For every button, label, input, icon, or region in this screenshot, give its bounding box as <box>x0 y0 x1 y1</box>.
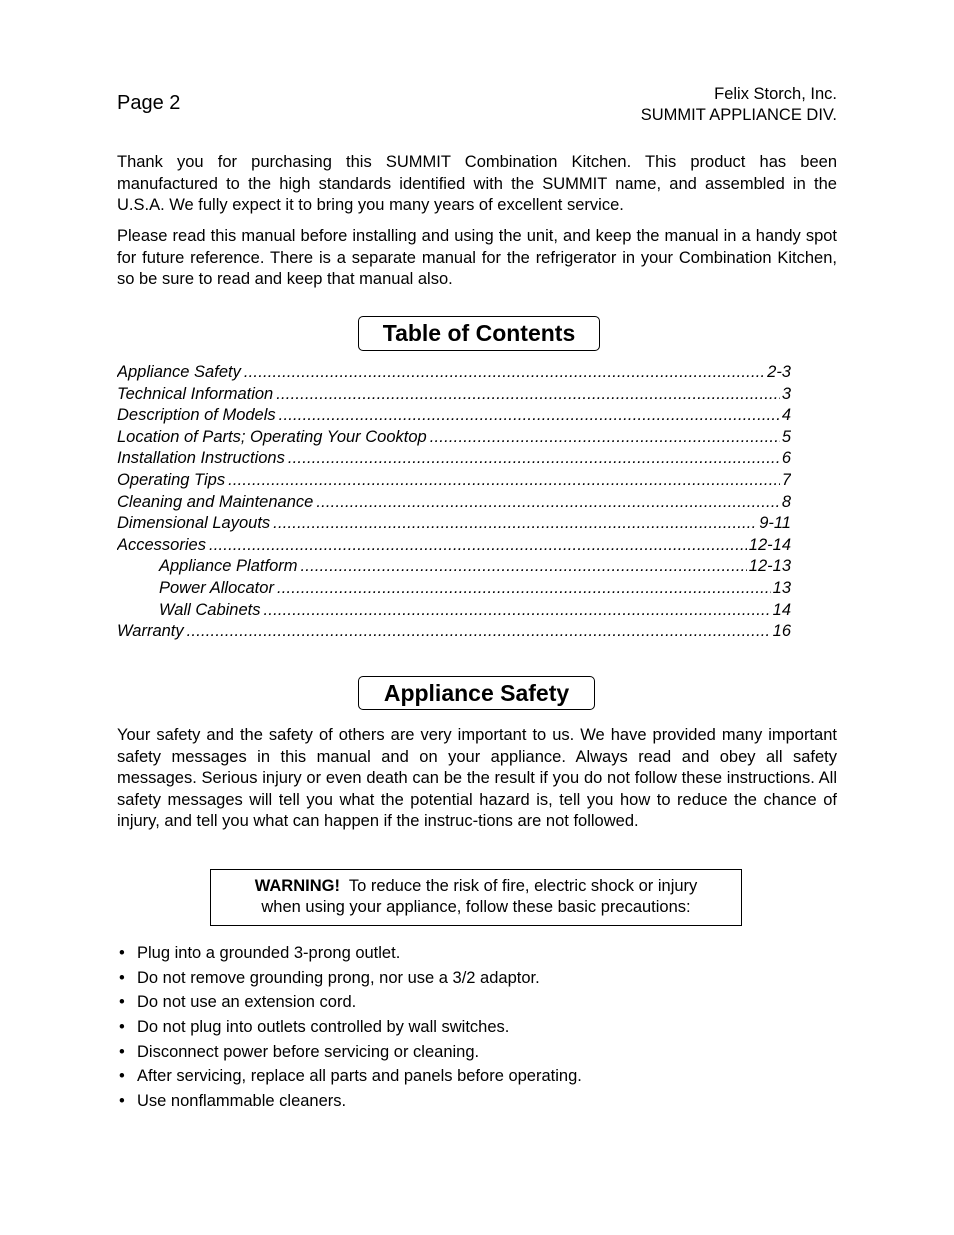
precautions-list <box>117 941 582 1114</box>
toc-entry[interactable]: Installation Instructions ..... 6 <box>117 448 791 470</box>
toc-entry[interactable]: Technical Information ..... 3 <box>117 384 791 406</box>
toc-entry[interactable]: Warranty ..... 16 <box>117 621 791 643</box>
warning-label: WARNING! <box>254 877 340 895</box>
list-item: • After servicing, replace all parts and panels before operating. <box>117 1064 582 1089</box>
list-item: • Do not use an extension cord. <box>117 990 582 1015</box>
safety-paragraph: Your safety and the safety of others are very important to us. We have provided many important safety messages in this manual and on your appliance. Always read and obey all safety messages. Serious injury or even death can be the result if you do not follow these instructions. All safety messages will tell you what the potential hazard is, tell you how to reduce the chance of injury, and tell you what can happen if the instruc-tions are not followed. <box>117 726 837 830</box>
page-number: Page 2 <box>117 92 181 114</box>
list-item: • Do not remove grounding prong, nor use a 3/2 adaptor. <box>117 966 582 991</box>
toc-entry[interactable]: Location of Parts; Operating Your Cooktop ..... 5 <box>117 427 791 449</box>
company-name: Felix Storch, Inc. <box>714 85 837 103</box>
toc-subentry[interactable]: Wall Cabinets ..... 14 <box>117 600 791 622</box>
list-item: • Do not plug into outlets controlled by wall switches. <box>117 1015 582 1040</box>
intro-paragraph-1: Thank you for purchasing this SUMMIT Combination Kitchen. This product has been manufactured to the high standards identified with the SUMMIT name, and assembled in the U.S.A. We fully expect it to bring you many years of excellent service. <box>117 153 837 214</box>
warning-line-1: WARNING! To reduce the risk of fire, electric shock or injury <box>254 877 698 895</box>
warning-line-2: when using your appliance, follow these basic precautions: <box>261 898 691 916</box>
toc-entry[interactable]: Operating Tips ..... 7 <box>117 470 791 492</box>
toc-subentry[interactable]: Appliance Platform ..... 12-13 <box>117 556 791 578</box>
intro-paragraph-2: Please read this manual before installing and using the unit, and keep the manual in a handy spot for future reference. There is a separate manual for the refrigerator in your Combination Kitchen, so be sure to read and keep that manual also. <box>117 227 837 288</box>
company-division: SUMMIT APPLIANCE DIV. <box>640 106 837 124</box>
safety-heading: Appliance Safety <box>358 676 595 710</box>
list-item: • Use nonflammable cleaners. <box>117 1089 582 1114</box>
toc-entry[interactable]: Appliance Safety ..... 2-3 <box>117 362 791 384</box>
table-of-contents <box>117 362 791 643</box>
toc-entry[interactable]: Accessories ..... 12-14 <box>117 535 791 557</box>
toc-entry[interactable]: Dimensional Layouts ..... 9-11 <box>117 513 791 535</box>
toc-entry[interactable]: Description of Models ..... 4 <box>117 405 791 427</box>
toc-subentry[interactable]: Power Allocator ..... 13 <box>117 578 791 600</box>
warning-box <box>210 869 742 926</box>
toc-entry[interactable]: Cleaning and Maintenance ..... 8 <box>117 492 791 514</box>
list-item: • Plug into a grounded 3-prong outlet. <box>117 941 582 966</box>
toc-heading: Table of Contents <box>358 316 600 351</box>
list-item: • Disconnect power before servicing or cleaning. <box>117 1040 582 1065</box>
company-header <box>641 84 837 126</box>
